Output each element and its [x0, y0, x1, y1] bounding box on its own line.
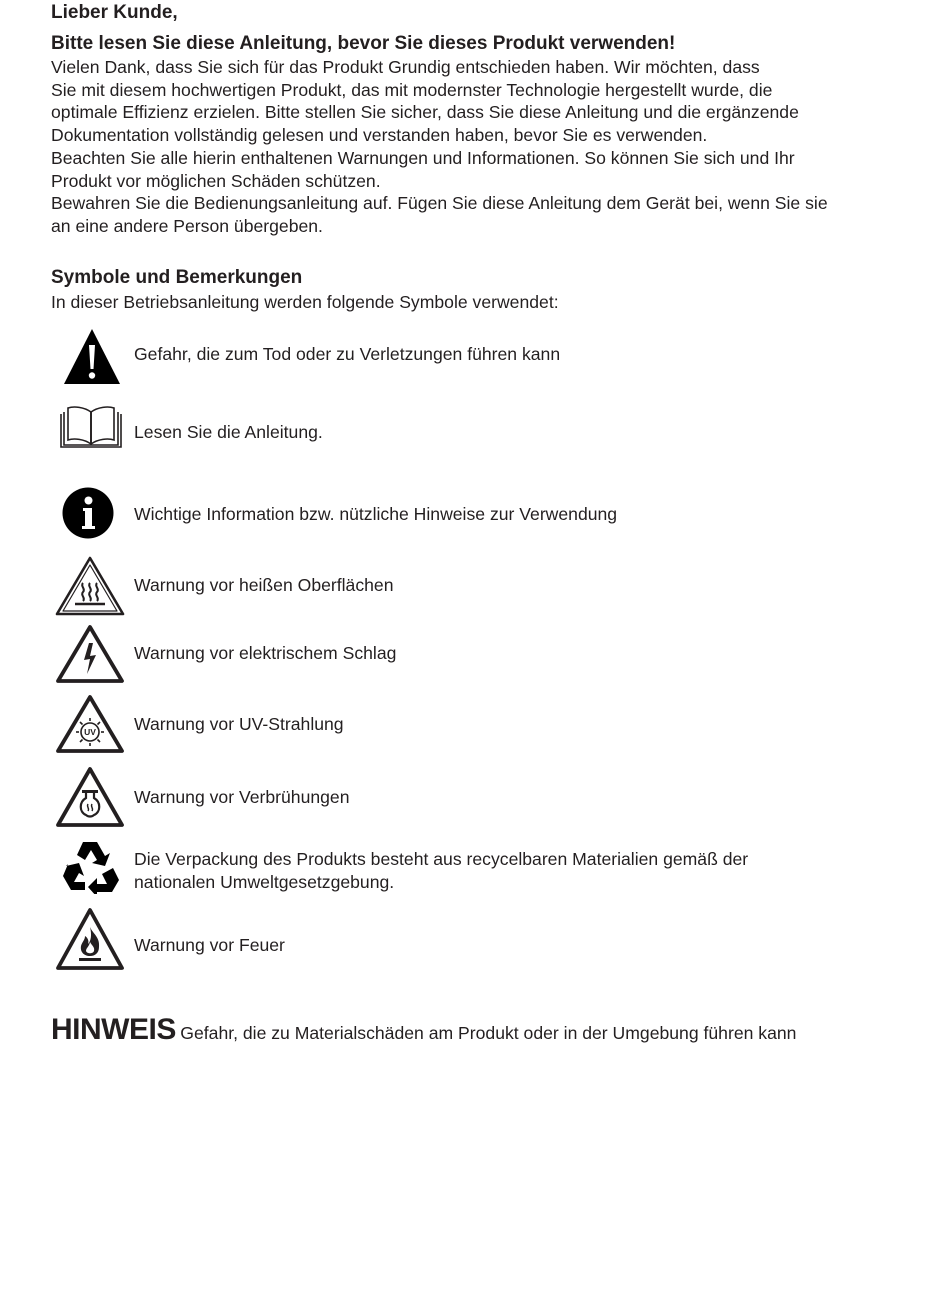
fire-icon — [55, 907, 125, 971]
symbol-label: Warnung vor elektrischem Schlag — [134, 643, 397, 663]
symbol-row-hot-surface — [51, 555, 911, 617]
symbol-label-multiline — [134, 848, 874, 893]
intro-line: Produkt vor möglichen Schäden schützen. — [51, 170, 381, 191]
symbol-row-fire — [51, 907, 911, 973]
symbol-label: Warnung vor Feuer — [134, 935, 285, 955]
symbol-row-uv — [51, 694, 911, 756]
symbol-label: Warnung vor heißen Oberflächen — [134, 575, 394, 595]
section-title: Symbole und Bemerkungen — [51, 267, 303, 288]
intro-line: Dokumentation vollständig gelesen und verstanden haben, bevor Sie es verwenden. — [51, 125, 708, 146]
headline: Bitte lesen Sie diese Anleitung, bevor Sie dieses Produkt verwenden! — [51, 33, 676, 54]
notice-text: Gefahr, die zu Materialschäden am Produkt oder in der Umgebung führen kann — [180, 1023, 797, 1043]
intro-line: Vielen Dank, dass Sie sich für das Produkt Grundig entschieden haben. Wir möchten, dass — [51, 57, 760, 77]
intro-line: optimale Effizienz erzielen. Bitte stellen Sie sicher, dass Sie diese Anleitung und die ergänzende — [51, 102, 799, 123]
scalding-icon — [55, 766, 125, 828]
uv-radiation-icon — [55, 694, 125, 754]
info-icon — [61, 486, 115, 540]
intro-paragraph — [51, 56, 911, 238]
symbol-row-electric-shock — [51, 624, 911, 684]
notice-label: HINWEIS — [51, 1013, 176, 1046]
symbol-label: Lesen Sie die Anleitung. — [134, 422, 323, 442]
symbol-label: Wichtige Information bzw. nützliche Hinweise zur Verwendung — [134, 504, 618, 524]
symbol-label: Gefahr, die zum Tod oder zu Verletzungen führen kann — [134, 344, 561, 364]
hot-surface-icon — [55, 556, 125, 616]
symbol-label: Warnung vor Verbrühungen — [134, 787, 350, 807]
section-intro: In dieser Betriebsanleitung werden folgende Symbole verwendet: — [51, 292, 559, 312]
intro-line: an eine andere Person übergeben. — [51, 215, 323, 236]
symbol-row-scalding — [51, 766, 911, 828]
intro-line: Bewahren Sie die Bedienungsanleitung auf. Fügen Sie diese Anleitung dem Gerät bei, wenn Sie sie — [51, 193, 828, 214]
symbol-label: Warnung vor UV-Strahlung — [134, 714, 344, 734]
symbol-row-recycle — [51, 838, 911, 896]
symbol-row-read-manual — [51, 400, 911, 450]
electric-shock-icon — [55, 624, 125, 684]
intro-line: Sie mit diesem hochwertigen Produkt, das mit modernster Technologie hergestellt wurde, die — [51, 79, 773, 100]
recycle-icon — [61, 838, 121, 894]
symbol-row-info — [51, 484, 911, 542]
danger-warning-icon — [63, 327, 121, 385]
read-manual-icon — [60, 402, 122, 448]
intro-line: Beachten Sie alle hierin enthaltenen Warnungen und Informationen. So können Sie sich und Ihr — [51, 147, 795, 168]
symbol-row-danger — [51, 325, 911, 387]
greeting: Lieber Kunde, — [51, 2, 178, 23]
notice — [51, 1013, 796, 1047]
svg-text:UV: UV — [84, 727, 96, 737]
symbol-label-line: nationalen Umweltgesetzgebung. — [134, 871, 395, 892]
symbol-label-line: Die Verpackung des Produkts besteht aus recycelbaren Materialien gemäß der — [134, 849, 749, 869]
